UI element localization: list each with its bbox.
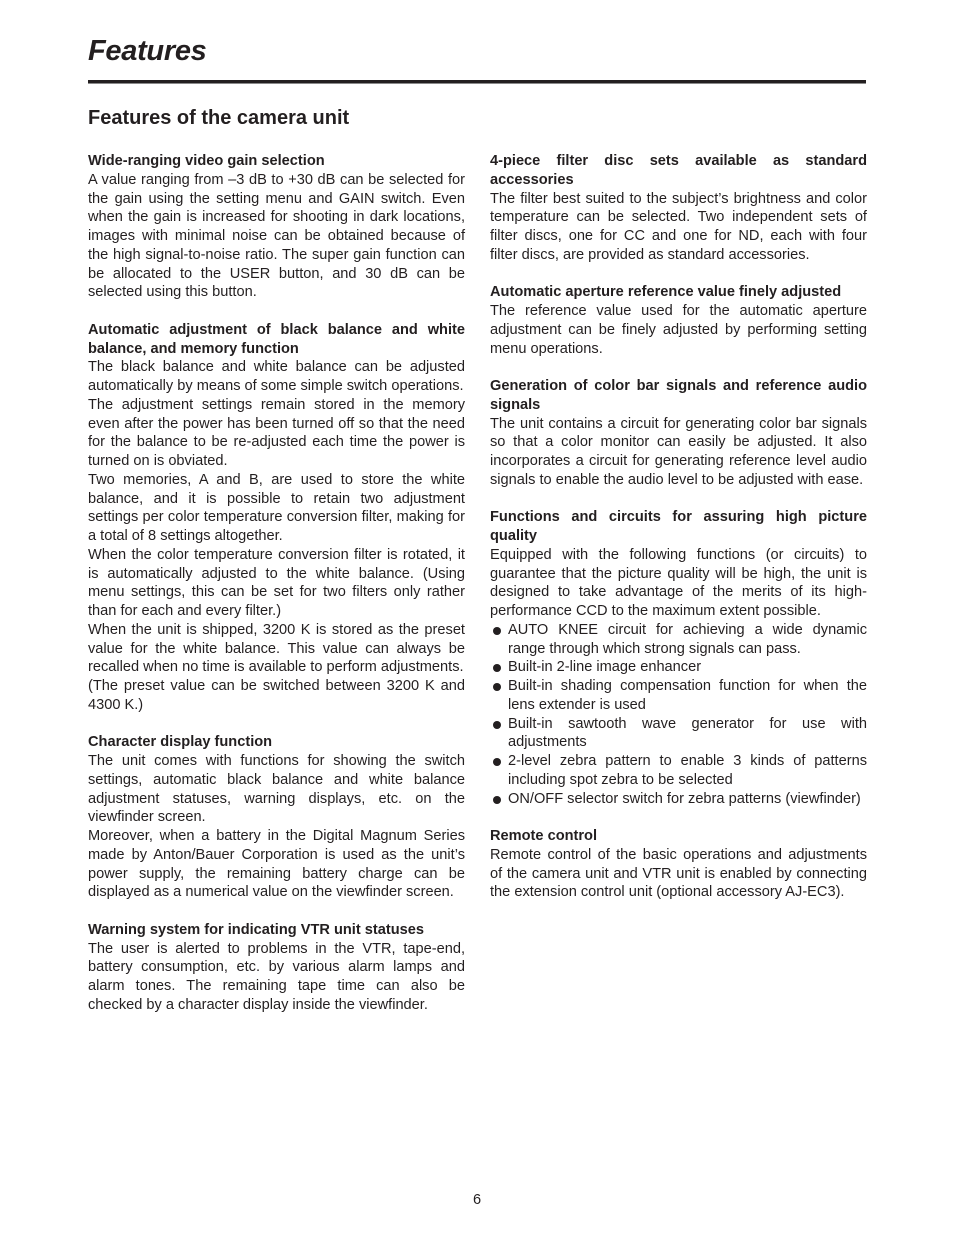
warning-section	[88, 921, 465, 1015]
list-item	[490, 658, 867, 677]
warning-heading: Warning system for indicating VTR unit statuses	[88, 921, 424, 938]
balance-paragraph: The black balance and white balance can be adjusted automatically by means of some simple switch operations.	[88, 359, 465, 394]
balance-paragraph: The adjustment settings remain stored in the memory even after the power has been turned off so that the need for the balance to be re-adjusted each time the power is turned on is obviated.	[88, 396, 465, 469]
section-title: Features of the camera unit	[88, 107, 350, 129]
gain-body: A value ranging from –3 dB to +30 dB can be selected for the gain using the setting menu and GAIN switch. Even when the gain is increased for shooting in dark locations, images with minimal noise can be obtained because of the high signal-to-noise ratio. The super gain function can be allocated to the USER button, and 30 dB can be selected using this button.	[88, 171, 465, 301]
quality-section	[490, 508, 867, 808]
quality-body: Equipped with the following functions (or circuits) to guarantee that the picture quality will be high, the unit is designed to take advantage of the merits of its high-performance CCD to the maximum extent possible.	[490, 546, 867, 619]
aperture-heading: Automatic aperture reference value finely adjusted	[490, 284, 842, 301]
aperture-section	[490, 283, 867, 358]
bullet-icon	[493, 758, 501, 766]
quality-bullet-list	[490, 621, 867, 809]
list-item	[490, 790, 867, 809]
character-paragraph: The unit comes with functions for showing the switch settings, automatic black balance and white balance adjustment statuses, warning displays, etc. on the viewfinder screen.	[88, 753, 465, 826]
balance-heading: Automatic adjustment of black balance and white balance, and memory function	[88, 321, 465, 357]
filter-body: The filter best suited to the subject’s brightness and color temperature can be selected. Two independent sets of filter discs, one for CC and one for ND, each with four filter discs, are provided as standard accessories.	[490, 190, 867, 263]
bullet-icon	[493, 683, 501, 691]
bullet-text: Built-in shading compensation function for when the lens extender is used	[508, 678, 867, 713]
warning-body: The user is alerted to problems in the VTR, tape-end, battery consumption, etc. by various alarm lamps and alarm tones. The remaining tape time can also be checked by a character display inside the viewfinder.	[88, 940, 465, 1013]
left-column	[88, 152, 465, 1033]
balance-section	[88, 321, 465, 715]
colorbar-heading: Generation of color bar signals and reference audio signals	[490, 378, 867, 413]
balance-paragraph: When the unit is shipped, 3200 K is stored as the preset value for the white balance. This value can always be recalled when no time is available to perform adjustments.	[88, 621, 465, 676]
balance-paragraph: (The preset value can be switched between 3200 K and 4300 K.)	[88, 678, 465, 713]
bullet-text: ON/OFF selector switch for zebra patterns (viewfinder)	[508, 790, 861, 807]
page-number: 6	[472, 1192, 482, 1208]
colorbar-section	[490, 377, 867, 490]
bullet-text: AUTO KNEE circuit for achieving a wide dynamic range through which strong signals can pass.	[508, 621, 867, 657]
balance-paragraph: When the color temperature conversion filter is rotated, it is automatically adjusted to the white balance. (Using menu settings, this can be set for two filters only rather than for each and every filter.)	[88, 546, 465, 619]
list-item	[490, 715, 867, 753]
filter-section	[490, 152, 867, 265]
remote-body: Remote control of the basic operations and adjustments of the camera unit and VTR unit is enabled by connecting the extension control unit (optional accessory AJ-EC3).	[490, 846, 867, 901]
page-title: Features	[88, 35, 207, 67]
character-section	[88, 733, 465, 902]
list-item	[490, 752, 867, 790]
remote-heading: Remote control	[490, 828, 598, 844]
character-heading: Character display function	[88, 734, 273, 751]
list-item	[490, 621, 867, 659]
character-paragraph: Moreover, when a battery in the Digital Magnum Series made by Anton/Bauer Corporation is used as the unit’s power supply, the remaining battery charge can be displayed as a numerical value on the viewfinder screen.	[88, 828, 465, 901]
gain-section	[88, 152, 465, 302]
bullet-icon	[493, 664, 501, 672]
bullet-text: 2-level zebra pattern to enable 3 kinds of patterns including spot zebra to be selected	[508, 753, 867, 788]
bullet-text: Built-in 2-line image enhancer	[508, 659, 702, 676]
gain-heading: Wide-ranging video gain selection	[88, 153, 325, 169]
title-rule	[88, 80, 866, 84]
aperture-body: The reference value used for the automatic aperture adjustment can be finely adjusted by performing setting menu operations.	[490, 303, 867, 357]
remote-section	[490, 827, 867, 902]
bullet-icon	[493, 796, 501, 804]
filter-heading: 4-piece filter disc sets available as standard accessories	[490, 153, 867, 188]
bullet-icon	[493, 721, 501, 729]
bullet-text: Built-in sawtooth wave generator for use with adjustments	[508, 715, 867, 751]
quality-heading: Functions and circuits for assuring high picture quality	[490, 509, 867, 544]
colorbar-body: The unit contains a circuit for generating color bar signals so that a color monitor can easily be adjusted. It also incorporates a circuit for generating reference level audio signals to enable the audio level to be adjusted with ease.	[490, 415, 867, 488]
bullet-icon	[493, 627, 501, 635]
right-column	[490, 152, 867, 921]
balance-paragraph: Two memories, A and B, are used to store the white balance, and it is possible to retain two adjustment settings per color temperature conversion filter, making for a total of 8 settings altogether.	[88, 471, 465, 544]
list-item	[490, 677, 867, 715]
